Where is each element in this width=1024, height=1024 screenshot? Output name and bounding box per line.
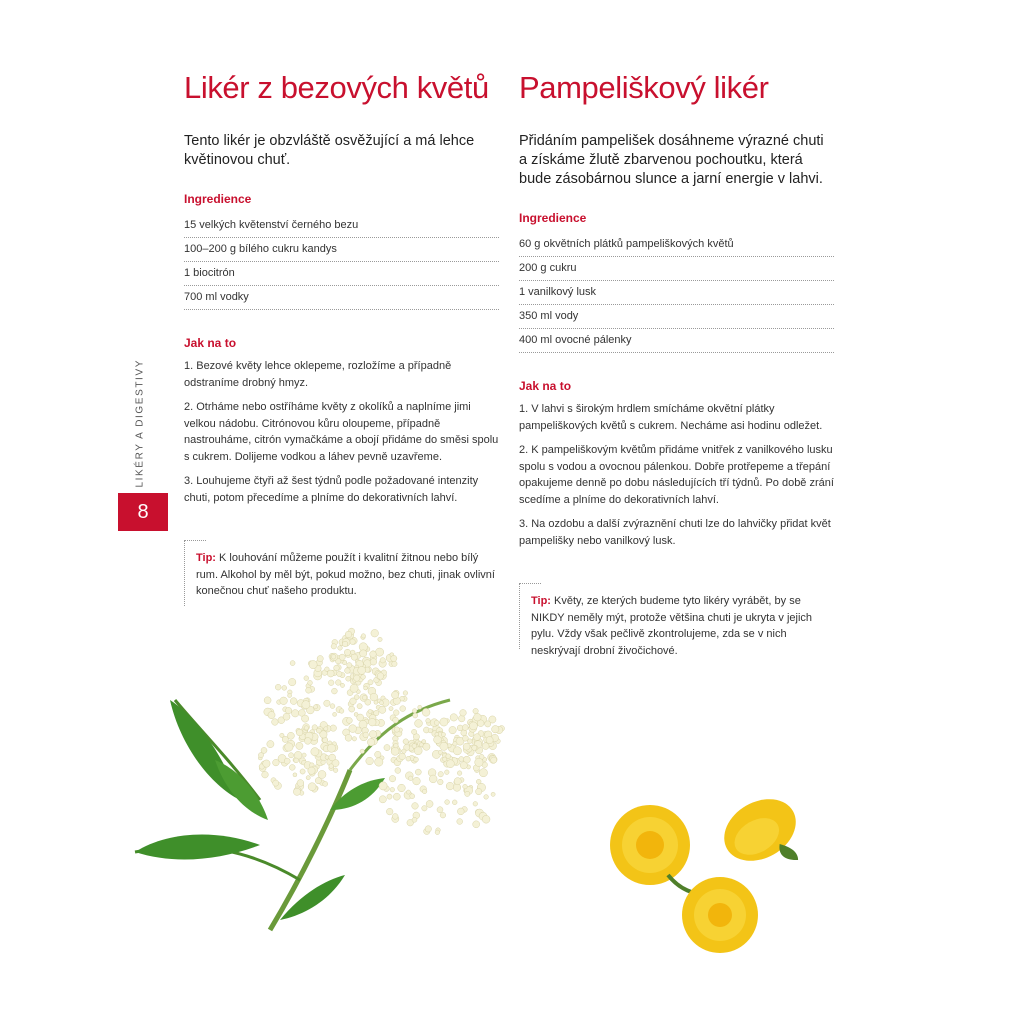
elder-blossom — [340, 683, 344, 687]
elder-blossom — [482, 743, 489, 750]
elder-blossom — [387, 794, 392, 799]
elder-blossom — [438, 779, 444, 785]
elder-blossom — [358, 666, 366, 674]
elder-blossom — [406, 756, 411, 761]
elder-blossom — [316, 728, 321, 733]
elder-blossom — [413, 713, 418, 718]
elder-blossom — [379, 796, 386, 803]
elder-blossom — [283, 713, 290, 720]
elder-blossom — [273, 759, 280, 766]
recipe-title: Likér z bezových květů — [184, 70, 489, 105]
elder-blossom — [410, 794, 415, 799]
elder-blossom — [391, 747, 399, 755]
section-label: LIKÉRY A DIGESTIVY — [134, 359, 146, 488]
ingredient-item: 200 g cukru — [519, 257, 834, 281]
elder-blossom — [462, 725, 468, 731]
elder-blossom — [465, 791, 470, 796]
elder-blossom — [474, 713, 482, 721]
elder-blossom — [379, 706, 386, 713]
elder-blossom — [445, 800, 450, 805]
elder-blossom — [357, 704, 362, 709]
elder-blossom — [361, 634, 365, 638]
tip-label: Tip: — [196, 552, 216, 564]
elder-blossom — [408, 776, 413, 781]
elder-blossom — [317, 656, 323, 662]
elder-blossom — [398, 784, 406, 792]
elder-blossom — [492, 726, 499, 733]
ingredients-heading: Ingredience — [519, 211, 587, 225]
elder-blossom — [484, 795, 489, 800]
ingredients-heading: Ingredience — [184, 192, 252, 206]
step-item: 2. K pampeliškovým květům přidáme vnitřek z vanilkového lusku spolu s vodou a ovocnou pálenkou. Dobře protřepeme a třepání opakujeme denně po dobu následujících tří týdnů. Po době zrání scedíme a plníme do dekorativních lahví. — [519, 444, 834, 506]
elder-blossom — [311, 748, 319, 756]
elder-blossom — [412, 817, 417, 822]
elder-blossom — [273, 780, 279, 786]
elder-blossom — [440, 742, 448, 750]
elder-blossom — [300, 769, 305, 774]
elder-blossom — [324, 700, 330, 706]
elder-blossom — [284, 758, 290, 764]
ingredient-item: 60 g okvětních plátků pampeliškových květů — [519, 233, 834, 257]
elder-blossom — [422, 806, 427, 811]
elder-blossom — [446, 782, 454, 790]
elder-blossom — [323, 781, 328, 786]
step-item: 3. Louhujeme čtyři až šest týdnů podle požadované intenzity chuti, potom přecedíme a plníme do dekorativních lahví. — [184, 475, 479, 504]
elder-blossom — [362, 695, 367, 700]
elder-blossom — [304, 738, 311, 745]
elder-blossom — [329, 754, 336, 761]
elder-blossom — [360, 749, 364, 753]
recipe-intro: Přidáním pampelišek dosáhneme výrazné chuti a získáme žlutě zbarvenou pochoutku, která bude zásobárnou slunce a jarní energie v lahvi. — [519, 133, 824, 187]
elder-blossom — [449, 726, 456, 733]
elder-blossom — [370, 651, 377, 658]
elder-blossom — [352, 737, 356, 741]
elder-blossom — [304, 726, 308, 730]
elder-blossom — [294, 758, 299, 763]
elder-blossom — [457, 771, 462, 776]
elder-blossom — [360, 650, 367, 657]
elder-blossom — [438, 750, 442, 754]
elder-blossom — [413, 777, 421, 785]
elder-blossom — [306, 776, 310, 780]
elder-blossom — [289, 765, 295, 771]
elder-blossom — [399, 753, 406, 760]
recipe-title: Pampeliškový likér — [519, 70, 769, 105]
elder-blossom — [344, 649, 350, 655]
elder-blossom — [392, 661, 397, 666]
elder-blossom — [393, 793, 400, 800]
elder-blossom — [422, 789, 427, 794]
elder-blossom — [391, 655, 397, 661]
elder-blossom — [285, 707, 291, 713]
tip-text: K louhování můžeme použít i kvalitní žitnou nebo bílý rum. Alkohol by měl být, pokud možno, bez chuti, jinak ovlivní konečnou chuť našeho produktu. — [196, 552, 495, 597]
elder-blossom — [491, 757, 497, 763]
elder-blossom — [418, 705, 422, 709]
elder-blossom — [414, 747, 422, 755]
elder-blossom — [402, 749, 406, 753]
elder-blossom — [392, 814, 398, 820]
elder-blossom — [441, 732, 445, 736]
elder-blossom — [460, 762, 467, 769]
elder-blossom — [463, 735, 469, 741]
step-item: 3. Na ozdobu a další zvýraznění chuti lze do lahvičky přidat květ pampelišky nebo vanilkový lusk. — [519, 518, 831, 547]
ingredient-item: 700 ml vodky — [184, 286, 499, 310]
elder-blossom — [412, 803, 419, 810]
elder-blossom — [336, 680, 342, 686]
ingredient-item: 1 biocitrón — [184, 262, 499, 286]
elder-blossom — [406, 790, 410, 794]
elder-blossom — [377, 673, 384, 680]
elder-blossom — [453, 742, 457, 746]
elder-blossom — [474, 734, 481, 741]
elder-blossom — [339, 709, 344, 714]
elder-blossom — [297, 780, 304, 787]
elder-blossom — [426, 800, 433, 807]
elder-blossom — [264, 697, 271, 704]
elder-blossom — [454, 778, 461, 785]
page-number: 8 — [118, 493, 168, 531]
elder-blossom — [306, 687, 312, 693]
elder-blossom — [389, 776, 395, 782]
elder-blossom — [302, 753, 306, 757]
elder-blossom — [379, 782, 387, 790]
elder-blossom — [434, 736, 442, 744]
elder-blossom — [371, 629, 379, 637]
elder-blossom — [290, 698, 297, 705]
elder-blossom — [378, 637, 382, 641]
elder-blossom — [423, 743, 430, 750]
elder-blossom — [268, 712, 275, 719]
elder-blossom — [463, 743, 470, 750]
elder-blossom — [415, 720, 423, 728]
elder-blossom — [450, 714, 457, 721]
recipe-intro: Tento likér je obzvláště osvěžující a má lehce květinovou chuť. — [184, 133, 475, 168]
elder-blossom — [339, 654, 345, 660]
elder-blossom — [350, 698, 357, 705]
elder-blossom — [318, 771, 326, 779]
elder-blossom — [437, 807, 443, 813]
elder-blossom — [457, 808, 464, 815]
elder-blossom — [350, 684, 358, 692]
elder-blossom — [394, 710, 400, 716]
elder-blossom — [309, 661, 317, 669]
tip-label: Tip: — [531, 595, 551, 607]
steps-heading: Jak na to — [519, 379, 572, 393]
elder-blossom — [459, 757, 464, 762]
elder-blossom — [458, 715, 465, 722]
elder-blossom — [403, 739, 408, 744]
elder-blossom — [351, 650, 356, 655]
elder-blossom — [369, 731, 376, 738]
elder-blossom — [288, 694, 292, 698]
elder-blossom — [368, 680, 373, 685]
elder-blossom — [263, 760, 270, 767]
elder-blossom — [491, 792, 495, 796]
elder-blossom — [440, 718, 448, 726]
elder-blossom — [349, 706, 355, 712]
elder-blossom — [308, 783, 316, 791]
elder-blossom — [414, 757, 419, 762]
elder-blossom — [379, 701, 383, 705]
elder-blossom — [475, 758, 483, 766]
elder-blossom — [426, 718, 431, 723]
elder-blossom — [334, 665, 340, 671]
elder-blossom — [446, 760, 454, 768]
step-item: 2. Otrháme nebo ostříháme květy z okolíků a naplníme jimi velkou nádobu. Citrónovou kůru oloupeme, případně nastrouháme, citrón vymačkáme a obojí přidáme do směsi spolu s cukrem. Dolijeme vodkou a láhev pevně uzavřeme. — [184, 401, 499, 463]
elder-blossom — [304, 676, 309, 681]
elder-blossom — [332, 688, 338, 694]
elder-blossom — [345, 734, 352, 741]
elder-blossom — [473, 802, 478, 807]
elder-blossom — [476, 788, 482, 794]
elder-blossom — [280, 697, 288, 705]
elder-blossom — [370, 693, 378, 701]
elder-blossom — [369, 718, 377, 726]
elder-blossom — [296, 742, 303, 749]
elder-blossom — [342, 641, 348, 647]
elder-blossom — [289, 678, 296, 685]
elder-blossom — [314, 705, 318, 709]
elder-blossom — [285, 743, 293, 751]
elder-blossom — [302, 701, 310, 709]
elder-blossom — [384, 745, 390, 751]
elder-blossom — [328, 680, 334, 686]
elder-blossom — [394, 727, 399, 732]
ingredient-item: 1 vanilkový lusk — [519, 281, 834, 305]
elder-blossom — [364, 686, 368, 690]
elder-blossom — [331, 655, 336, 660]
elder-blossom — [366, 757, 374, 765]
elder-blossom — [351, 654, 357, 660]
elder-blossom — [345, 631, 352, 638]
elder-blossom — [338, 646, 343, 651]
elder-blossom — [435, 830, 440, 835]
tip-text: Květy, ze kterých budeme tyto likéry vyrábět, by se NIKDY neměly mýt, protože většina chuti je ukryta v jejich pylu. Vždy však pečlivě zkontrolujeme, zda se v nich neskrývají drobní živočichové. — [531, 595, 813, 657]
elder-blossom — [412, 729, 417, 734]
elder-blossom — [272, 719, 279, 726]
elder-blossom — [302, 715, 309, 722]
elder-blossom — [415, 769, 421, 775]
elder-blossom — [400, 706, 406, 712]
elder-blossom — [370, 659, 377, 666]
elder-blossom — [473, 708, 478, 713]
elder-blossom — [325, 755, 329, 759]
elder-blossom — [472, 745, 477, 750]
ingredient-item: 350 ml vody — [519, 305, 834, 329]
elder-blossom — [308, 767, 315, 774]
elder-blossom — [361, 675, 366, 680]
elder-blossom — [395, 768, 401, 774]
elder-blossom — [473, 821, 480, 828]
elder-blossom — [292, 710, 299, 717]
elder-blossom — [289, 753, 294, 758]
elder-blossom — [386, 808, 393, 815]
step-item: 1. V lahvi s širokým hrdlem smícháme okvětní plátky pampeliškových květů s cukrem. Necháme asi hodinu odležet. — [519, 403, 823, 432]
elder-blossom — [374, 700, 378, 704]
elder-blossom — [445, 770, 450, 775]
elder-blossom — [347, 663, 352, 668]
elder-blossom — [287, 732, 294, 739]
ingredient-item: 15 velkých květenství černého bezu — [184, 214, 499, 238]
elderflower-illustration — [135, 628, 505, 930]
elder-blossom — [325, 667, 330, 672]
elder-blossom — [327, 744, 335, 752]
elder-blossom — [367, 739, 374, 746]
elder-blossom — [330, 704, 335, 709]
elder-blossom — [293, 788, 300, 795]
elder-blossom — [275, 684, 281, 690]
elder-blossom — [486, 737, 493, 744]
elder-blossom — [422, 740, 426, 744]
elder-blossom — [258, 753, 263, 758]
elder-blossom — [375, 758, 383, 766]
elder-blossom — [392, 691, 399, 698]
elder-blossom — [412, 709, 416, 713]
elder-blossom — [393, 717, 399, 723]
elder-blossom — [324, 727, 328, 731]
elder-blossom — [333, 768, 338, 773]
elder-blossom — [469, 722, 477, 730]
elder-blossom — [321, 760, 326, 765]
elder-blossom — [368, 709, 372, 713]
elder-blossom — [438, 772, 443, 777]
elder-blossom — [422, 708, 430, 716]
elder-blossom — [267, 741, 274, 748]
elder-blossom — [389, 707, 393, 711]
elder-blossom — [425, 826, 431, 832]
elder-blossom — [390, 787, 395, 792]
elder-blossom — [482, 815, 490, 823]
elder-blossom — [333, 712, 337, 716]
elder-blossom — [345, 668, 351, 674]
elder-blossom — [349, 725, 357, 733]
elder-blossom — [453, 747, 461, 755]
elder-blossom — [308, 680, 313, 685]
elder-blossom — [463, 784, 468, 789]
elder-blossom — [403, 691, 408, 696]
elder-blossom — [457, 819, 463, 825]
elder-blossom — [296, 729, 303, 736]
ingredient-item: 100–200 g bílého cukru kandys — [184, 238, 499, 262]
elder-blossom — [479, 769, 487, 777]
elder-blossom — [429, 775, 437, 783]
steps-heading: Jak na to — [184, 336, 237, 350]
ingredient-item: 400 ml ovocné pálenky — [519, 329, 834, 353]
elder-blossom — [434, 720, 439, 725]
elder-blossom — [440, 812, 446, 818]
elder-blossom — [282, 686, 287, 691]
elder-blossom — [460, 710, 467, 717]
elder-blossom — [380, 658, 385, 663]
elder-blossom — [394, 743, 399, 748]
elder-blossom — [293, 773, 297, 777]
step-item: 1. Bezové květy lehce oklepeme, rozložíme a případně odstraníme drobný hmyz. — [184, 360, 452, 389]
elder-blossom — [331, 644, 336, 649]
elder-blossom — [489, 716, 496, 723]
elder-blossom — [357, 714, 364, 721]
elder-blossom — [282, 736, 288, 742]
elder-blossom — [452, 800, 457, 805]
elder-blossom — [354, 675, 360, 681]
elder-blossom — [347, 718, 353, 724]
elder-blossom — [376, 648, 384, 656]
elder-blossom — [329, 764, 334, 769]
elder-blossom — [461, 730, 467, 736]
elder-blossom — [446, 754, 451, 759]
elder-blossom — [363, 732, 369, 738]
elder-blossom — [337, 671, 342, 676]
elder-blossom — [350, 639, 356, 645]
elder-blossom — [262, 771, 269, 778]
dandelion-illustration — [610, 787, 815, 953]
elder-blossom — [290, 661, 295, 666]
